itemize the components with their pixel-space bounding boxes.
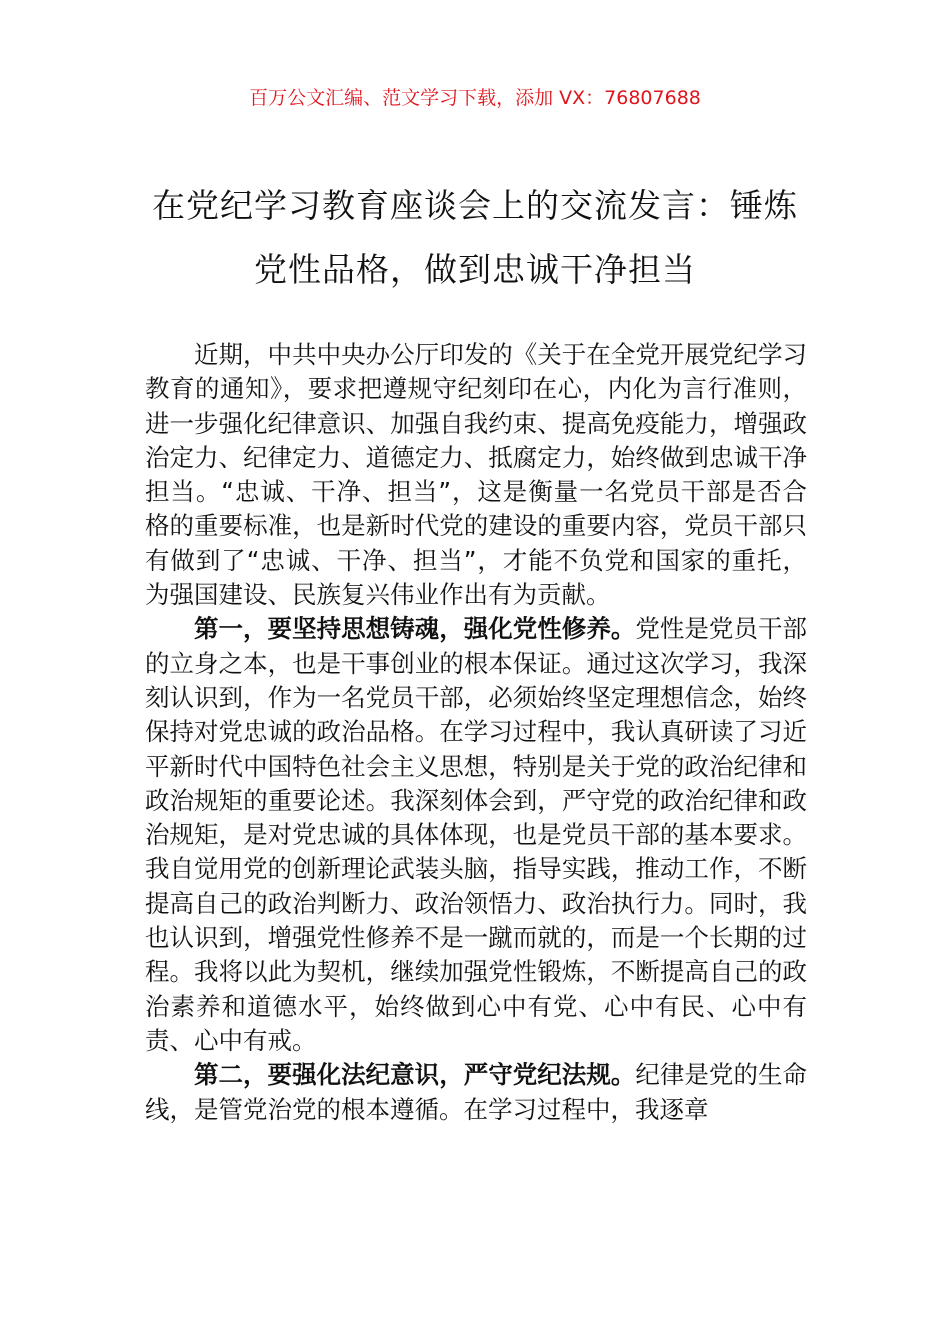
paragraph-point-one xyxy=(145,612,807,1058)
header-promo-note: 百万公文汇编、范文学习下载，添加 VX：76807688 xyxy=(249,87,701,109)
paragraph-point-one-text: 党性是党员干部的立身之本，也是干事创业的根本保证。通过这次学习，我深刻认识到，作为一名党员干部，必须始终坚定理想信念，始终保持对党忠诚的政治品格。在学习过程中，我认真研读了习近平新时代中国特色社会主义思想，特别是关于党的政治纪律和政治规矩的重要论述。我深刻体会到，严守党的政治纪律和政治规矩，是对党忠诚的具体体现，也是党员干部的基本要求。我自觉用党的创新理论武装头脑，指导实践，推动工作，不断提高自己的政治判断力、政治领悟力、政治执行力。同时，我也认识到，增强党性修养不是一蹴而就的，而是一个长期的过程。我将以此为契机，继续加强党性锻炼，不断提高自己的政治素养和道德水平，始终做到心中有党、心中有民、心中有责、心中有戒。 xyxy=(145,614,807,1055)
paragraph-point-one-heading: 第一，要坚持思想铸魂，强化党性修养。 xyxy=(194,614,636,644)
document-title: 在党纪学习教育座谈会上的交流发言：锤炼党性品格，做到忠诚干净担当 xyxy=(152,186,798,289)
paragraph-point-two-text: 纪律是党的生命线，是管党治党的根本遵循。在学习过程中，我逐章 xyxy=(145,1060,807,1124)
paragraph-point-two xyxy=(145,1058,807,1127)
paragraph-intro-text: 近期，中共中央办公厅印发的《关于在全党开展党纪学习教育的通知》，要求把遵规守纪刻印在心，内化为言行准则，进一步强化纪律意识、加强自我约束、提高免疫能力，增强政治定力、纪律定力、道德定力、抵腐定力，始终做到忠诚干净担当。“忠诚、干净、担当”，这是衡量一名党员干部是否合格的重要标准，也是新时代党的建设的重要内容，党员干部只有做到了“忠诚、干净、担当”，才能不负党和国家的重托，为强国建设、民族复兴伟业作出有为贡献。 xyxy=(145,340,807,610)
document-body xyxy=(145,338,807,1127)
paragraph-point-two-heading: 第二，要强化法纪意识，严守党纪法规。 xyxy=(194,1060,636,1090)
paragraph-intro xyxy=(145,338,807,612)
